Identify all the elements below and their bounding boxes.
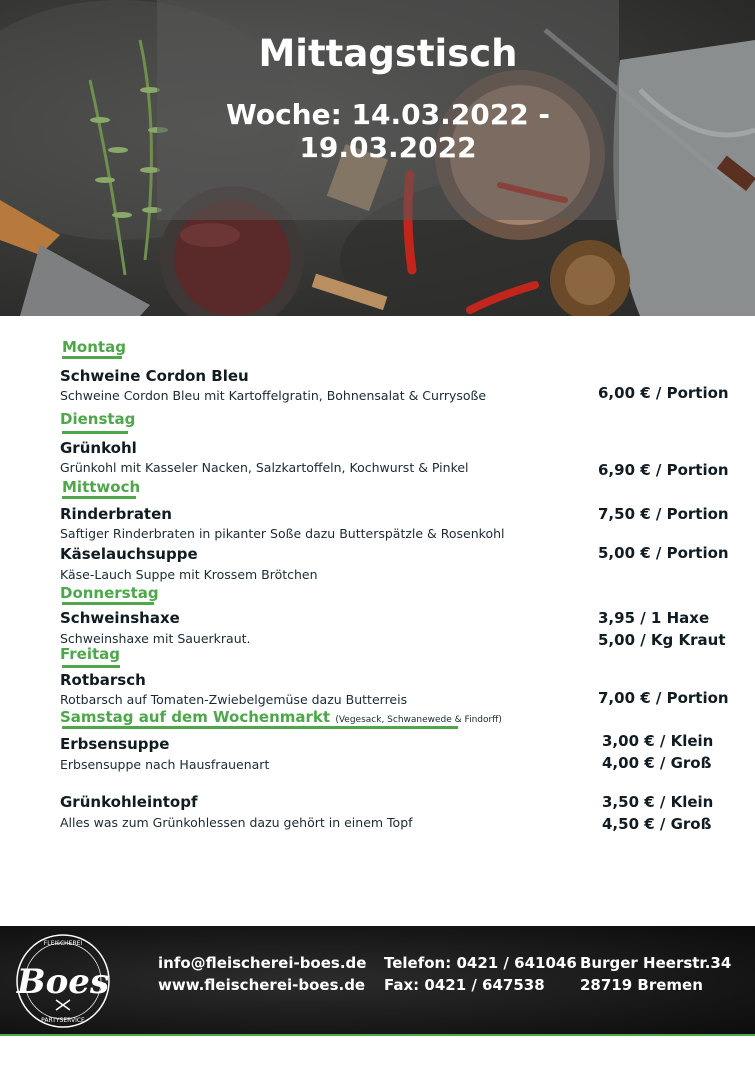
dish-name: Schweine Cordon Bleu <box>60 367 249 385</box>
day-heading-montag: Montag <box>62 338 126 356</box>
footer-street: Burger Heerstr.34 <box>580 954 732 972</box>
day-heading-dienstag: Dienstag <box>60 410 136 428</box>
footer-phone: Telefon: 0421 / 641046 <box>384 954 577 972</box>
dish-price: 4,00 € / Groß <box>602 754 712 772</box>
footer-email[interactable]: info@fleischerei-boes.de <box>158 954 367 972</box>
dish-name: Rotbarsch <box>60 671 146 689</box>
day-underline <box>62 431 128 434</box>
logo-ring-top: FLEISCHEREI <box>43 940 83 947</box>
dish-price: 7,00 € / Portion <box>598 689 729 707</box>
footer-website[interactable]: www.fleischerei-boes.de <box>158 976 366 994</box>
footer-accent-line <box>0 1034 755 1036</box>
day-heading-label: Samstag auf dem Wochenmarkt <box>60 708 331 726</box>
logo-wordmark: Boes <box>16 962 110 1002</box>
dish-description: Alles was zum Grünkohlessen dazu gehört in einem Topf <box>60 815 413 830</box>
footer-fax: Fax: 0421 / 647538 <box>384 976 545 994</box>
market-locations-note: (Vegesack, Schwanewede & Findorff) <box>335 715 502 725</box>
dish-description: Erbsensuppe nach Hausfrauenart <box>60 757 270 772</box>
dish-price: 5,00 € / Portion <box>598 544 729 562</box>
dish-price: 7,50 € / Portion <box>598 505 729 523</box>
day-underline <box>62 665 120 668</box>
dish-description: Schweinshaxe mit Sauerkraut. <box>60 631 251 646</box>
day-heading-samstag <box>60 708 502 726</box>
dish-name: Käselauchsuppe <box>60 545 198 563</box>
dish-price: 3,50 € / Klein <box>602 793 714 811</box>
day-underline <box>62 356 122 359</box>
day-heading-freitag: Freitag <box>60 645 121 663</box>
dish-name: Rinderbraten <box>60 505 172 523</box>
dish-price: 5,00 / Kg Kraut <box>598 631 726 649</box>
boes-logo <box>8 926 118 1036</box>
day-heading-mittwoch: Mittwoch <box>62 478 141 496</box>
dish-description: Grünkohl mit Kasseler Nacken, Salzkartoffeln, Kochwurst & Pinkel <box>60 460 469 475</box>
footer-city: 28719 Bremen <box>580 976 703 994</box>
day-underline <box>62 602 154 605</box>
dish-name: Erbsensuppe <box>60 735 170 753</box>
day-underline <box>62 496 136 499</box>
dish-name: Schweinshaxe <box>60 609 180 627</box>
dish-description: Käse-Lauch Suppe mit Krossem Brötchen <box>60 567 318 582</box>
dish-price: 6,00 € / Portion <box>598 384 729 402</box>
dish-name: Grünkohl <box>60 439 137 457</box>
dish-price: 3,00 € / Klein <box>602 732 714 750</box>
day-heading-donnerstag: Donnerstag <box>60 584 159 602</box>
dish-description: Schweine Cordon Bleu mit Kartoffelgratin, Bohnensalat & Currysoße <box>60 388 487 403</box>
dish-description: Saftiger Rinderbraten in pikanter Soße dazu Butterspätzle & Rosenkohl <box>60 526 505 541</box>
dish-name: Grünkohleintopf <box>60 793 198 811</box>
day-underline <box>62 726 458 729</box>
dish-price: 3,95 / 1 Haxe <box>598 609 710 627</box>
dish-price: 6,90 € / Portion <box>598 461 729 479</box>
week-range: Woche: 14.03.2022 - 19.03.2022 <box>225 98 551 164</box>
dish-price: 4,50 € / Groß <box>602 815 712 833</box>
page-title: Mittagstisch <box>258 32 518 75</box>
logo-ring-bottom: PARTYSERVICE <box>41 1017 85 1024</box>
dish-description: Rotbarsch auf Tomaten-Zwiebelgemüse dazu Butterreis <box>60 692 408 707</box>
